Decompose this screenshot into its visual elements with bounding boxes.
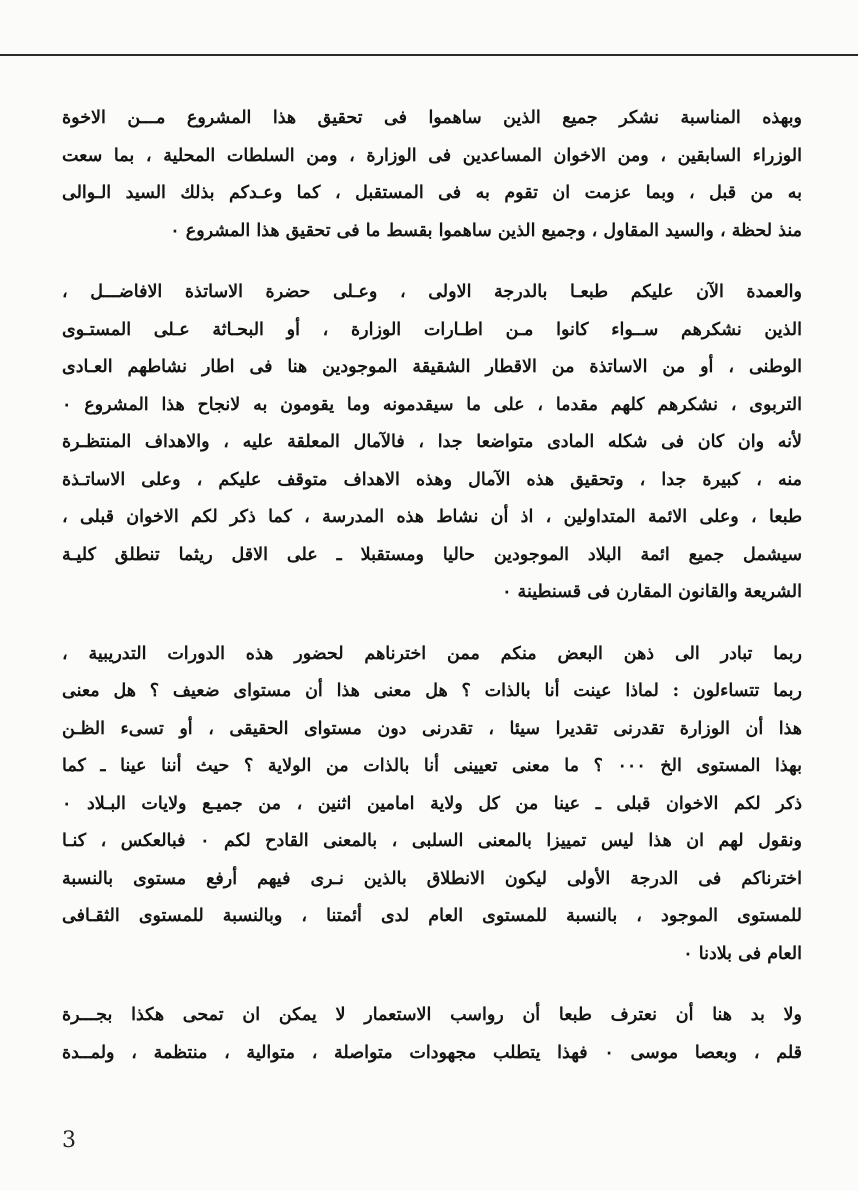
text-line: للمستوى الموجود ، بالنسبة للمستوى العام لدى أئمتنا ، وبالنسبة للمستوى الثقـافى (62, 906, 802, 926)
page-number: 3 (62, 1128, 76, 1153)
text-line: هذا أن الوزارة تقدرنى تقديرا سيئا ، تقدرنى دون مستواى الحقيقى ، أو تسىء الظـن (62, 718, 802, 739)
text-line: ذكر لكم الاخوان قبلى ـ عينا من كل ولاية امامين اثنين ، من جميـع ولايات البـلاد ٠ (62, 793, 802, 814)
text-line: الشريعة والقانون المقارن فى قسنطينة ٠ (502, 582, 802, 602)
text-line: منذ لحظة ، والسيد المقاول ، وجميع الذين ساهموا بقسط ما فى تحقيق هذا المشروع ٠ (170, 220, 802, 241)
text-line: الوزراء السابقين ، ومن الاخوان المساعدين فى الوزارة ، ومن السلطات المحلية ، بما سعت (62, 145, 802, 166)
text-line: ربما تتساءلون : لماذا عينت أنا بالذات ؟ هل معنى هذا أن مستواى ضعيف ؟ هل معنى (62, 681, 802, 701)
text-line: لأنه وان كان فى شكله المادى متواضعا جدا ، فالآمال المعلقة عليه ، والاهداف المنتظـرة (62, 432, 802, 452)
text-line: ولا بد هنا أن نعترف طبعا أن رواسب الاستعمار لا يمكن ان تمحى هكذا بجـــرة (62, 1005, 802, 1025)
text-line: العام فى بلادنا ٠ (683, 943, 802, 964)
text-line: ونقول لهم ان هذا ليس تمييزا بالمعنى السلبى ، بالمعنى القادح لكم ٠ فبالعكس ، كنـا (62, 831, 802, 851)
paragraph-3 (62, 636, 802, 974)
paragraph-1 (62, 100, 802, 250)
body-text (62, 100, 802, 1096)
text-line: به من قبل ، وبما عزمت ان تقوم به فى المستقبل ، كما وعـدكم بذلك السيد الـوالى (62, 183, 802, 203)
text-line: قلم ، وبعصا موسى ٠ فهذا يتطلب مجهودات متواصلة ، متوالية ، منتظمة ، ولمــدة (62, 1042, 802, 1063)
text-line: منه ، كبيرة جدا ، وتحقيق هذه الآمال وهذه الاهداف متوقف عليكم ، وعلى الاساتـذة (62, 469, 802, 490)
text-line: سيشمل جميع ائمة البلاد الموجودين حاليا ومستقبلا ـ على الاقل ريثما تنطلق كليـة (62, 544, 802, 565)
text-line: الوطنى ، أو من الاساتذة من الاقطار الشقيقة الموجودين هنا فى اطار نشاطهم العـادى (62, 357, 802, 377)
text-line: والعمدة الآن عليكم طبعـا بالدرجة الاولى ، وعـلى حضرة الاساتذة الافاضـــل ، (62, 282, 802, 302)
paragraph-2 (62, 274, 802, 612)
paragraph-4 (62, 997, 802, 1072)
text-line: وبهذه المناسبة نشكر جميع الذين ساهموا فى تحقيق هذا المشروع مـــن الاخوة (62, 108, 802, 128)
text-line: طبعا ، وعلى الائمة المتداولين ، اذ أن نشاط هذه المدرسة ، كما ذكر لكم الاخوان قبلى ، (62, 507, 802, 527)
text-line: اخترناكم فى الدرجة الأولى ليكون الانطلاق بالذين نـرى فيهم أرفع مستوى بالنسبة (62, 868, 802, 889)
text-line: بهذا المستوى الخ ٠٠٠ ؟ ما معنى تعيينى أنا بالذات من الولاية ؟ حيث أننا عينا ـ كما (62, 756, 802, 776)
header-rule (0, 54, 858, 56)
text-line: ربما تبادر الى ذهن البعض منكم ممن اخترناهم لحضور هذه الدورات التدريبية ، (62, 643, 802, 664)
text-line: الذين نشكرهم ســواء كانوا مـن اطـارات الوزارة ، أو البحـاثة عـلى المستـوى (62, 319, 802, 340)
text-line: التربوى ، نشكرهم كلهم مقدما ، على ما سيقدمونه وما يقومون به لانجاح هذا المشروع ٠ (62, 394, 802, 415)
